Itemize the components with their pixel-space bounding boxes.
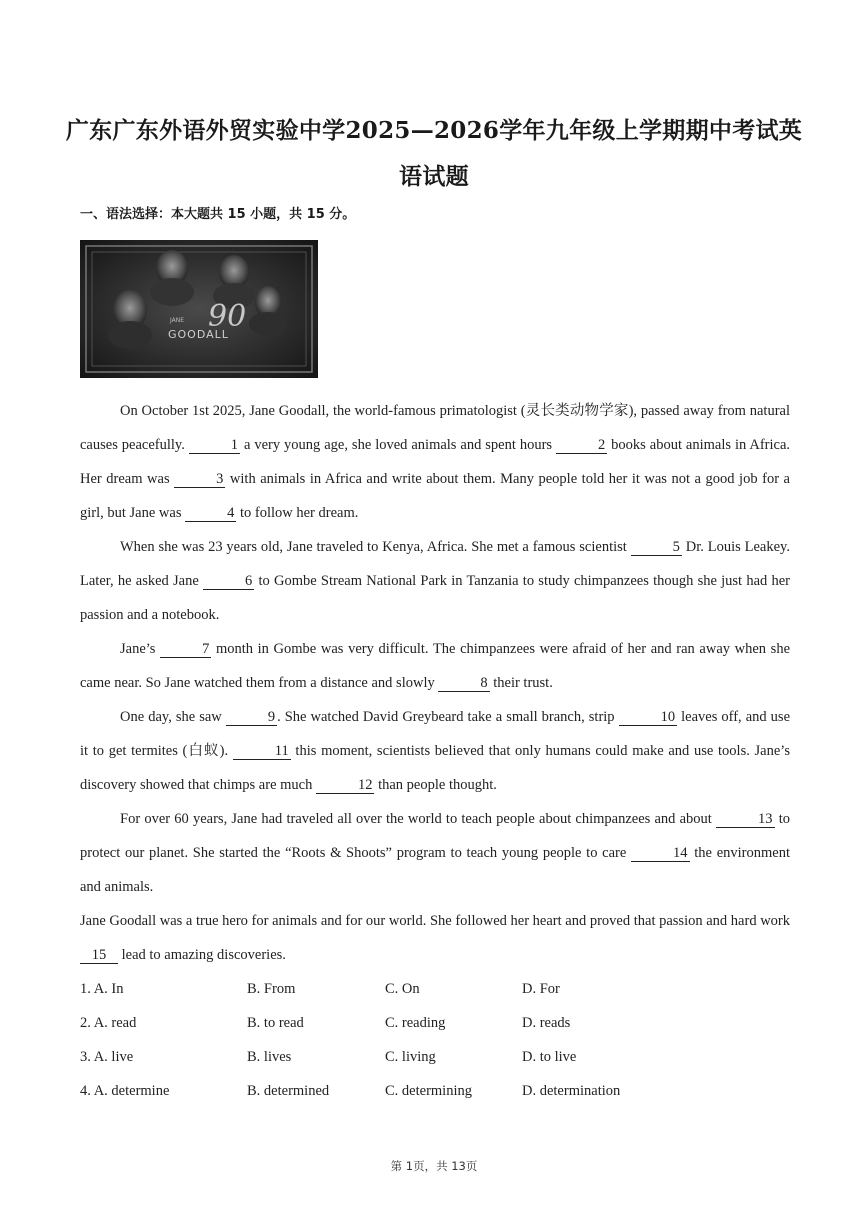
option-text: C. reading [385,1015,446,1031]
photo-graphic [80,240,318,378]
blank-9: 9 [226,709,277,726]
option-text: 1. A. In [80,981,124,997]
blank-5: 5 [631,539,682,556]
option-text: 2. A. read [80,1015,137,1031]
photo-number-90: 90 [208,299,247,334]
blank-11: 11 [233,743,291,760]
blank-10: 10 [619,709,678,726]
passage-paragraph-6: Jane Goodall was a true hero for animals and for our world. She followed her heart and proved that passion and hard work 15 lead to amazing discoveries. [80,913,790,963]
passage-paragraph-3: Jane’s 7 month in Gombe was very difficult. The chimpanzees were afraid of her and ran away when she came near. So Jane watched them from a distance and slowly 8 their trust. [80,641,791,691]
blank-3: 3 [174,471,225,488]
option-text: D. reads [522,1015,571,1031]
option-text: D. For [522,981,560,997]
photo-caption-logo: GOODALL [168,328,229,341]
passage-paragraph-5: For over 60 years, Jane had traveled all over the world to teach people about chimpanzees and about 13 to protect our planet. She started the “Roots & Shoots” program to teach young people to care 14 the environment and animals. [80,811,791,895]
blank-8: 8 [438,675,489,692]
section-heading: 一、语法选择：本大题共 15 小题，共 15 分。 [80,207,356,222]
option-text: B. to read [247,1015,304,1031]
passage [80,394,790,972]
option-text: 3. A. live [80,1049,134,1065]
option-text: C. determining [385,1083,472,1099]
option-row [80,1074,790,1108]
blank-4: 4 [185,505,236,522]
option-row [80,972,790,1006]
page-footer: 第 1页，共 13页 [390,1159,478,1173]
blank-1: 1 [189,437,240,454]
blank-14: 14 [631,845,690,862]
blank-7: 7 [160,641,211,658]
blank-12: 12 [316,777,375,794]
option-text: B. determined [247,1083,330,1099]
option-text: C. living [385,1049,436,1065]
passage-paragraph-4: One day, she saw 9 . She watched David Greybeard take a small branch, strip 10 leaves off, and use it to get termites (白蚁). 11 this moment, scientists believed that only humans could make and use tools. Jane’s discovery showed that chimps are much 12 than people thought. [80,709,791,793]
blank-15: 15 [80,947,118,964]
answer-options [80,972,790,1108]
option-text: B. lives [247,1049,292,1065]
option-row [80,1006,790,1040]
option-text: D. determination [522,1083,621,1099]
option-text: B. From [247,981,296,997]
goodall-photo [80,240,318,378]
option-text: 4. A. determine [80,1083,170,1099]
option-text: D. to live [522,1049,577,1065]
passage-paragraph-1: On October 1st 2025, Jane Goodall, the world-famous primatologist (灵长类动物学家), passed away from natural causes peacefully. 1 a very young age, she loved animals and spent hours 2 books about animals in Africa. Her dream was 3 with animals in Africa and write about them. Many people told her it was not a good job for a girl, but Jane was 4 to follow her dream. [80,403,791,521]
passage-paragraph-2: When she was 23 years old, Jane traveled to Kenya, Africa. She met a famous scientist 5 Dr. Louis Leakey. Later, he asked Jane 6 to Gombe Stream National Park in Tanzania to study chimpanzees though she just had her passion and a notebook. [80,539,790,623]
blank-6: 6 [203,573,254,590]
blank-2: 2 [556,437,607,454]
photo-caption-small: JANE [170,317,185,324]
page-title: 广东广东外语外贸实验中学2025—2026学年九年级上学期期中考试英语试题 [65,117,803,190]
option-row [80,1040,790,1074]
option-text: C. On [385,981,420,997]
blank-13: 13 [716,811,775,828]
